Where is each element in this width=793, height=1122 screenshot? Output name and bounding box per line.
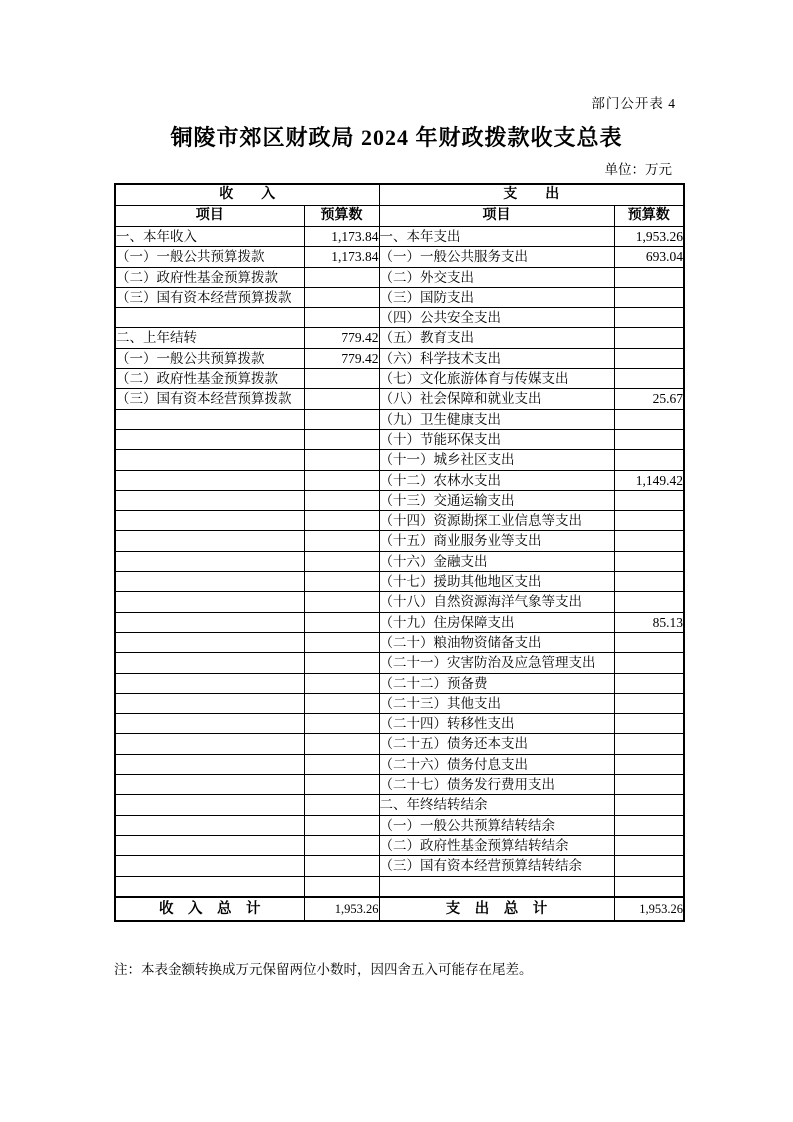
- income-value-cell: [304, 389, 379, 409]
- income-value-cell: [304, 795, 379, 815]
- income-value-cell: [304, 429, 379, 449]
- income-total-label: 收 入 总 计: [115, 897, 304, 921]
- expense-value-cell: [614, 876, 684, 897]
- income-item-cell: [115, 429, 304, 449]
- income-item-cell: [115, 572, 304, 592]
- income-item-cell: [115, 308, 304, 328]
- income-item-cell: [115, 714, 304, 734]
- expense-value-cell: 85.13: [614, 612, 684, 632]
- income-value-cell: [304, 754, 379, 774]
- income-item-cell: [115, 531, 304, 551]
- income-item-cell: [115, 775, 304, 795]
- page-title: 铜陵市郊区财政局 2024 年财政拨款收支总表: [170, 125, 623, 150]
- income-value-cell: [304, 693, 379, 713]
- income-item-cell: （三）国有资本经营预算拨款: [115, 389, 304, 409]
- expense-value-cell: [614, 287, 684, 307]
- expense-value-cell: [614, 795, 684, 815]
- table-row: [115, 653, 684, 673]
- income-value-cell: 1,173.84: [304, 227, 379, 247]
- expense-value-cell: [614, 835, 684, 855]
- table-row: [115, 592, 684, 612]
- expense-item-cell: （六）科学技术支出: [379, 348, 614, 368]
- expense-value-cell: 693.04: [614, 247, 684, 267]
- expense-value-cell: [614, 592, 684, 612]
- expense-value-cell: [614, 409, 684, 429]
- income-item-cell: [115, 450, 304, 470]
- income-section-header: 收 入: [115, 184, 379, 206]
- table-row: [115, 511, 684, 531]
- income-value-cell: [304, 572, 379, 592]
- budget-table: [114, 183, 685, 922]
- income-value-cell: [304, 835, 379, 855]
- expense-item-cell: （一）一般公共预算结转结余: [379, 815, 614, 835]
- income-item-cell: [115, 592, 304, 612]
- income-value-cell: [304, 856, 379, 876]
- expense-value-cell: [614, 815, 684, 835]
- table-row: [115, 835, 684, 855]
- expense-value-cell: [614, 775, 684, 795]
- expense-value-cell: [614, 267, 684, 287]
- table-row: [115, 815, 684, 835]
- table-row: [115, 429, 684, 449]
- table-row: [115, 348, 684, 368]
- table-row: [115, 673, 684, 693]
- expense-total-label: 支 出 总 计: [379, 897, 614, 921]
- income-value-cell: [304, 511, 379, 531]
- income-item-cell: [115, 673, 304, 693]
- total-row: [115, 897, 684, 921]
- income-value-cell: [304, 592, 379, 612]
- table-row: [115, 308, 684, 328]
- income-value-cell: [304, 734, 379, 754]
- expense-value-cell: [614, 531, 684, 551]
- table-row: [115, 572, 684, 592]
- income-value-cell: [304, 308, 379, 328]
- table-row: [115, 795, 684, 815]
- table-header: [115, 184, 684, 227]
- income-value-cell: [304, 267, 379, 287]
- income-item-cell: [115, 653, 304, 673]
- income-item-cell: （一）一般公共预算拨款: [115, 348, 304, 368]
- income-item-cell: [115, 490, 304, 510]
- expense-value-cell: [614, 328, 684, 348]
- expense-budget-column-header: 预算数: [614, 206, 684, 227]
- income-item-cell: （一）一般公共预算拨款: [115, 247, 304, 267]
- expense-value-cell: 25.67: [614, 389, 684, 409]
- expense-item-cell: （三）国有资本经营预算结转结余: [379, 856, 614, 876]
- income-value-cell: [304, 632, 379, 652]
- income-value-cell: [304, 876, 379, 897]
- table-row: [115, 450, 684, 470]
- table-footer: [115, 897, 684, 921]
- expense-item-cell: （五）教育支出: [379, 328, 614, 348]
- expense-total-value: 1,953.26: [614, 897, 684, 921]
- expense-item-cell: （四）公共安全支出: [379, 308, 614, 328]
- expense-item-cell: （一）一般公共服务支出: [379, 247, 614, 267]
- income-value-cell: [304, 409, 379, 429]
- expense-value-cell: [614, 632, 684, 652]
- expense-item-column-header: 项目: [379, 206, 614, 227]
- expense-item-cell: （二十五）债务还本支出: [379, 734, 614, 754]
- expense-value-cell: [614, 653, 684, 673]
- table-row: [115, 714, 684, 734]
- expense-item-cell: （二十四）转移性支出: [379, 714, 614, 734]
- expense-section-header: 支 出: [379, 184, 684, 206]
- expense-value-cell: [614, 450, 684, 470]
- income-item-cell: （二）政府性基金预算拨款: [115, 369, 304, 389]
- expense-value-cell: [614, 369, 684, 389]
- expense-value-cell: [614, 673, 684, 693]
- expense-item-cell: （十七）援助其他地区支出: [379, 572, 614, 592]
- table-row: [115, 287, 684, 307]
- income-item-cell: [115, 734, 304, 754]
- table-row: [115, 369, 684, 389]
- income-item-column-header: 项目: [115, 206, 304, 227]
- doc-sheet-number-label: 部门公开表 4: [591, 96, 676, 111]
- section-header-row: [115, 184, 684, 206]
- income-item-cell: [115, 612, 304, 632]
- income-value-cell: [304, 673, 379, 693]
- income-value-cell: 779.42: [304, 348, 379, 368]
- expense-item-cell: （二十七）债务发行费用支出: [379, 775, 614, 795]
- column-header-row: [115, 206, 684, 227]
- table-row: [115, 551, 684, 571]
- table-row: [115, 693, 684, 713]
- income-budget-column-header: 预算数: [304, 206, 379, 227]
- expense-value-cell: [614, 856, 684, 876]
- income-value-cell: [304, 369, 379, 389]
- income-item-cell: 一、本年收入: [115, 227, 304, 247]
- expense-value-cell: [614, 551, 684, 571]
- expense-value-cell: [614, 308, 684, 328]
- income-value-cell: 779.42: [304, 328, 379, 348]
- expense-item-cell: [379, 876, 614, 897]
- income-item-cell: [115, 876, 304, 897]
- table-row: [115, 876, 684, 897]
- expense-value-cell: [614, 429, 684, 449]
- expense-value-cell: 1,149.42: [614, 470, 684, 490]
- expense-value-cell: [614, 693, 684, 713]
- expense-item-cell: （十一）城乡社区支出: [379, 450, 614, 470]
- income-value-cell: [304, 490, 379, 510]
- table-row: [115, 328, 684, 348]
- expense-item-cell: （三）国防支出: [379, 287, 614, 307]
- expense-item-cell: （十五）商业服务业等支出: [379, 531, 614, 551]
- table-row: [115, 267, 684, 287]
- income-item-cell: （三）国有资本经营预算拨款: [115, 287, 304, 307]
- expense-item-cell: （十八）自然资源海洋气象等支出: [379, 592, 614, 612]
- expense-value-cell: [614, 714, 684, 734]
- expense-value-cell: [614, 490, 684, 510]
- income-item-cell: [115, 795, 304, 815]
- expense-item-cell: （八）社会保障和就业支出: [379, 389, 614, 409]
- table-row: [115, 754, 684, 774]
- income-item-cell: [115, 754, 304, 774]
- income-item-cell: 二、上年结转: [115, 328, 304, 348]
- expense-item-cell: 二、年终结转结余: [379, 795, 614, 815]
- income-value-cell: [304, 714, 379, 734]
- expense-item-cell: （十二）农林水支出: [379, 470, 614, 490]
- expense-item-cell: （二十六）债务付息支出: [379, 754, 614, 774]
- expense-item-cell: （二）外交支出: [379, 267, 614, 287]
- table-row: [115, 775, 684, 795]
- income-item-cell: [115, 815, 304, 835]
- expense-value-cell: 1,953.26: [614, 227, 684, 247]
- income-value-cell: [304, 551, 379, 571]
- expense-value-cell: [614, 511, 684, 531]
- expense-item-cell: （二）政府性基金预算结转结余: [379, 835, 614, 855]
- expense-item-cell: （十三）交通运输支出: [379, 490, 614, 510]
- table-row: [115, 632, 684, 652]
- income-item-cell: [115, 632, 304, 652]
- income-item-cell: [115, 409, 304, 429]
- expense-value-cell: [614, 734, 684, 754]
- expense-item-cell: （十四）资源勘探工业信息等支出: [379, 511, 614, 531]
- expense-item-cell: （十）节能环保支出: [379, 429, 614, 449]
- income-item-cell: [115, 551, 304, 571]
- table-row: [115, 490, 684, 510]
- table-row: [115, 227, 684, 247]
- income-value-cell: [304, 775, 379, 795]
- expense-item-cell: （二十）粮油物资储备支出: [379, 632, 614, 652]
- income-value-cell: [304, 815, 379, 835]
- income-item-cell: [115, 511, 304, 531]
- income-total-value: 1,953.26: [304, 897, 379, 921]
- income-item-cell: （二）政府性基金预算拨款: [115, 267, 304, 287]
- income-value-cell: 1,173.84: [304, 247, 379, 267]
- expense-value-cell: [614, 348, 684, 368]
- expense-value-cell: [614, 754, 684, 774]
- income-value-cell: [304, 612, 379, 632]
- income-item-cell: [115, 693, 304, 713]
- expense-item-cell: （二十三）其他支出: [379, 693, 614, 713]
- table-row: [115, 247, 684, 267]
- table-row: [115, 612, 684, 632]
- table-row: [115, 856, 684, 876]
- table-row: [115, 389, 684, 409]
- table-row: [115, 531, 684, 551]
- expense-item-cell: （二十一）灾害防治及应急管理支出: [379, 653, 614, 673]
- table-row: [115, 470, 684, 490]
- income-value-cell: [304, 450, 379, 470]
- table-row: [115, 734, 684, 754]
- income-item-cell: [115, 856, 304, 876]
- expense-value-cell: [614, 572, 684, 592]
- expense-item-cell: （九）卫生健康支出: [379, 409, 614, 429]
- expense-item-cell: （十六）金融支出: [379, 551, 614, 571]
- income-value-cell: [304, 531, 379, 551]
- income-item-cell: [115, 835, 304, 855]
- income-item-cell: [115, 470, 304, 490]
- income-value-cell: [304, 287, 379, 307]
- unit-label: 单位：万元: [604, 162, 672, 177]
- footnote: 注：本表金额转换成万元保留两位小数时，因四舍五入可能存在尾差。: [114, 962, 533, 977]
- expense-item-cell: （十九）住房保障支出: [379, 612, 614, 632]
- table-row: [115, 409, 684, 429]
- expense-item-cell: （二十二）预备费: [379, 673, 614, 693]
- expense-item-cell: （七）文化旅游体育与传媒支出: [379, 369, 614, 389]
- income-value-cell: [304, 470, 379, 490]
- expense-item-cell: 一、本年支出: [379, 227, 614, 247]
- table-body: [115, 227, 684, 897]
- income-value-cell: [304, 653, 379, 673]
